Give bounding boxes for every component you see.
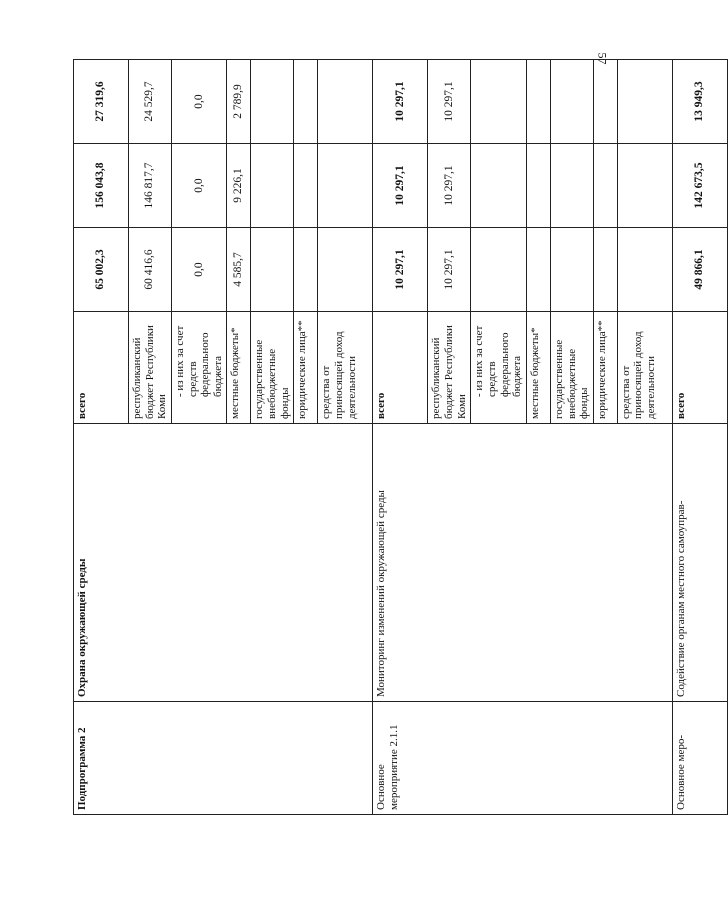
page-number: 57	[595, 52, 610, 65]
source-cell: государственные внебюджетные фонды	[251, 312, 294, 424]
value-cell: 0,0	[171, 60, 227, 144]
value-cell	[294, 144, 318, 228]
value-cell: 10 297,1	[428, 228, 471, 312]
value-cell	[294, 60, 318, 144]
source-cell: юридические лица**	[294, 312, 318, 424]
budget-table	[73, 59, 728, 815]
value-cell: 13 949,3	[672, 60, 727, 144]
value-cell	[318, 228, 373, 312]
value-cell: 0,0	[171, 228, 227, 312]
name-cell: Содействие органам местного самоуправ-	[672, 424, 727, 702]
value-cell	[251, 60, 294, 144]
value-cell	[471, 60, 527, 144]
value-cell	[471, 228, 527, 312]
value-cell: 10 297,1	[428, 144, 471, 228]
source-cell: государственные внебюджетные фонды	[550, 312, 593, 424]
value-cell: 142 673,5	[672, 144, 727, 228]
value-cell: 10 297,1	[373, 60, 428, 144]
value-cell	[550, 228, 593, 312]
budget-table-container	[73, 60, 706, 815]
value-cell	[294, 228, 318, 312]
value-cell	[593, 60, 617, 144]
value-cell: 65 002,3	[74, 228, 129, 312]
value-cell: 4 585,7	[227, 228, 251, 312]
value-cell	[318, 144, 373, 228]
source-cell: юридические лица**	[593, 312, 617, 424]
value-cell	[617, 60, 672, 144]
value-cell	[251, 144, 294, 228]
value-cell: 49 866,1	[672, 228, 727, 312]
value-cell	[526, 228, 550, 312]
program-cell: Подпрограмма 2	[74, 702, 373, 815]
program-cell: Основное меро-	[672, 702, 727, 815]
name-cell: Мониторинг изменений окружающей среды	[373, 424, 672, 702]
value-cell	[318, 60, 373, 144]
value-cell	[526, 60, 550, 144]
value-cell	[617, 228, 672, 312]
budget-table-body	[74, 60, 728, 815]
value-cell	[593, 228, 617, 312]
value-cell: 27 319,6	[74, 60, 129, 144]
value-cell	[251, 228, 294, 312]
source-cell: - из них за счет средств федерального бюджета	[171, 312, 227, 424]
source-cell: всего	[672, 312, 727, 424]
value-cell	[593, 144, 617, 228]
source-cell: республиканский бюджет Республики Коми	[129, 312, 172, 424]
table-row	[373, 60, 428, 815]
source-cell: всего	[74, 312, 129, 424]
source-cell: местные бюджеты*	[227, 312, 251, 424]
name-cell: Охрана окружающей среды	[74, 424, 373, 702]
value-cell	[550, 60, 593, 144]
value-cell	[526, 144, 550, 228]
source-cell: всего	[373, 312, 428, 424]
value-cell: 60 416,6	[129, 228, 172, 312]
source-cell: средства от приносящей доход деятельности	[617, 312, 672, 424]
value-cell: 24 529,7	[129, 60, 172, 144]
value-cell	[550, 144, 593, 228]
value-cell	[617, 144, 672, 228]
value-cell: 10 297,1	[428, 60, 471, 144]
value-cell: 9 226,1	[227, 144, 251, 228]
value-cell: 10 297,1	[373, 144, 428, 228]
value-cell: 2 789,9	[227, 60, 251, 144]
source-cell: средства от приносящей доход деятельности	[318, 312, 373, 424]
table-row	[74, 60, 129, 815]
value-cell	[471, 144, 527, 228]
table-row	[672, 60, 727, 815]
source-cell: республиканский бюджет Республики Коми	[428, 312, 471, 424]
value-cell: 0,0	[171, 144, 227, 228]
value-cell: 10 297,1	[373, 228, 428, 312]
value-cell: 146 817,7	[129, 144, 172, 228]
value-cell: 156 043,8	[74, 144, 129, 228]
source-cell: местные бюджеты*	[526, 312, 550, 424]
source-cell: - из них за счет средств федерального бюджета	[471, 312, 527, 424]
program-cell: Основное мероприятие 2.1.1	[373, 702, 672, 815]
